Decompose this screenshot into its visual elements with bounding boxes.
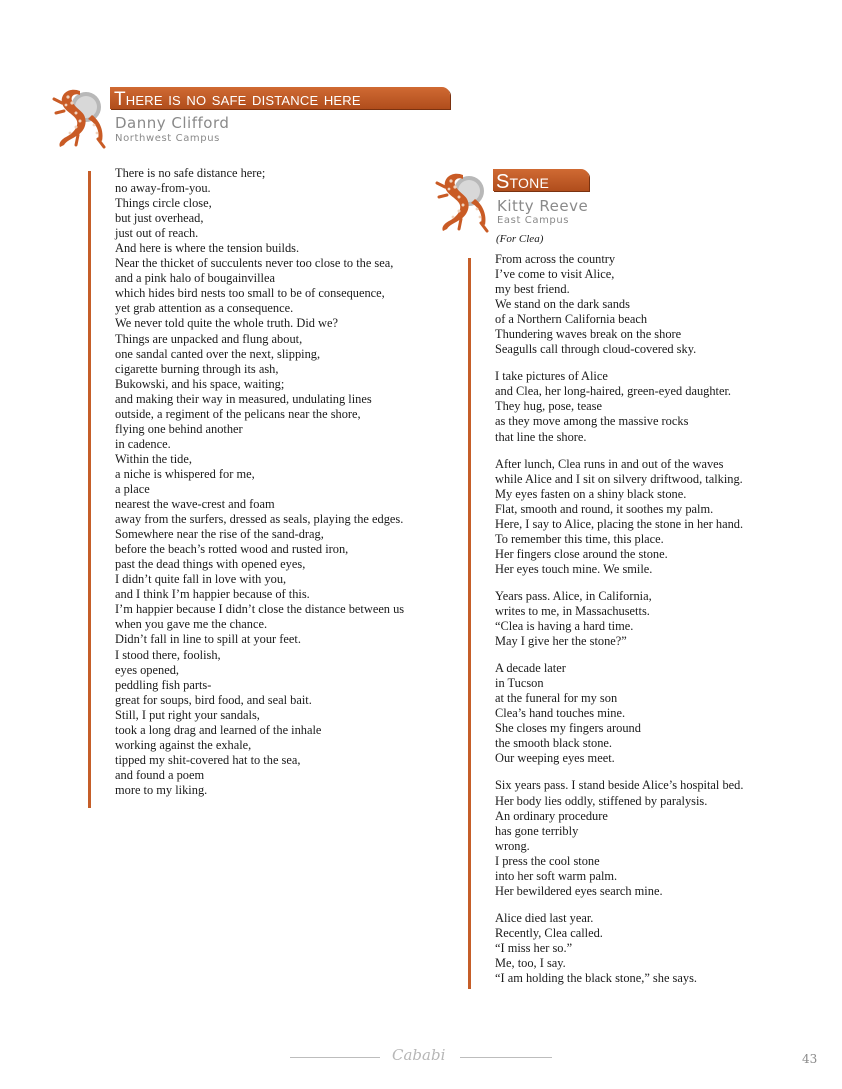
- poem-line: wrong.: [495, 838, 530, 853]
- poem-line: in cadence.: [115, 436, 171, 451]
- poem-line: past the dead things with opened eyes,: [115, 557, 306, 572]
- poem-line: peddling fish parts-: [115, 677, 212, 692]
- poem-line: the smooth black stone.: [495, 736, 613, 751]
- poem-line: of a Northern California beach: [495, 312, 648, 327]
- poem-line: in Tucson: [495, 676, 544, 691]
- poem-line: when you gave me the chance.: [115, 617, 268, 632]
- poem-line: My eyes fasten on a shiny black stone.: [495, 486, 687, 501]
- stanza-break: [495, 445, 743, 457]
- poem-line: cigarette burning through its ash,: [115, 361, 279, 376]
- poem-line: Six years pass. I stand beside Alice’s hospital bed.: [495, 778, 744, 793]
- poem-line: before the beach’s rotted wood and rusted iron,: [115, 542, 349, 557]
- poem-line: and found a poem: [115, 767, 205, 782]
- poem-line: “I am holding the black stone,” she says.: [495, 971, 697, 986]
- poem-line: Within the tide,: [115, 451, 192, 466]
- poem-title: Stone: [496, 171, 549, 193]
- poem-line: Our weeping eyes meet.: [495, 751, 615, 766]
- poem-line: Her bewildered eyes search mine.: [495, 883, 663, 898]
- poem-body: [115, 166, 404, 798]
- poem-accent-rule: [468, 258, 471, 989]
- poem-line: Things are unpacked and flung about,: [115, 331, 303, 346]
- poem-line: To remember this time, this place.: [495, 531, 664, 546]
- poem-line: but just overhead,: [115, 211, 204, 226]
- poem-line: and a pink halo of bougainvillea: [115, 271, 276, 286]
- poem-line: I stood there, foolish,: [115, 647, 221, 662]
- footer-divider: [290, 1057, 380, 1058]
- poem-line: Things circle close,: [115, 196, 212, 211]
- author-name: Danny Clifford: [115, 114, 230, 132]
- poem-line: And here is where the tension builds.: [115, 241, 300, 256]
- author-campus: Northwest Campus: [115, 133, 220, 144]
- poem-line: Clea’s hand touches mine.: [495, 706, 626, 721]
- stanza-break: [495, 577, 743, 589]
- poem-line: my best friend.: [495, 282, 570, 297]
- poem-line: Her body lies oddly, stiffened by paralysis.: [495, 793, 708, 808]
- poem-line: “Clea is having a hard time.: [495, 619, 634, 634]
- poem-line: as they move among the massive rocks: [495, 414, 689, 429]
- poem-line: I’m happier because I didn’t close the distance between us: [115, 602, 405, 617]
- poem-line: She closes my fingers around: [495, 721, 641, 736]
- poem-line: A decade later: [495, 661, 566, 676]
- poem-line: An ordinary procedure: [495, 808, 608, 823]
- poem-line: has gone terribly: [495, 823, 579, 838]
- poem-line: I take pictures of Alice: [495, 369, 608, 384]
- poem-line: Alice died last year.: [495, 910, 594, 925]
- poem-line: They hug, pose, tease: [495, 399, 603, 414]
- poem-line: while Alice and I sit on silvery driftwood, talking.: [495, 471, 743, 486]
- poem-line: Here, I say to Alice, placing the stone in her hand.: [495, 516, 744, 531]
- poem-line: flying one behind another: [115, 421, 243, 436]
- poem-line: Bukowski, and his space, waiting;: [115, 376, 285, 391]
- footer-divider: [460, 1057, 552, 1058]
- poem-line: took a long drag and learned of the inhale: [115, 722, 322, 737]
- poem-line: There is no safe distance here;: [115, 166, 266, 180]
- poem-line: May I give her the stone?”: [495, 634, 627, 649]
- poem-line: which hides bird nests too small to be of consequence,: [115, 286, 385, 301]
- poem-line: eyes opened,: [115, 662, 179, 677]
- poem-line: Seagulls call through cloud-covered sky.: [495, 342, 697, 357]
- poem-line: Still, I put right your sandals,: [115, 707, 260, 722]
- poem-dedication: (For Clea): [496, 233, 544, 245]
- lizard-logo-icon: [435, 167, 493, 235]
- poem-accent-rule: [88, 171, 91, 808]
- poem-body: [495, 252, 743, 986]
- poem-line: From across the country: [495, 252, 616, 266]
- author-name: Kitty Reeve: [497, 197, 589, 215]
- poem-line: “I miss her so.”: [495, 940, 573, 955]
- stanza-break: [495, 649, 743, 661]
- poem-line: I press the cool stone: [495, 853, 600, 868]
- poem-line: Recently, Clea called.: [495, 925, 603, 940]
- poem-line: into her soft warm palm.: [495, 868, 618, 883]
- poem-line: outside, a regiment of the pelicans near the shore,: [115, 406, 361, 421]
- poem-line: a niche is whispered for me,: [115, 466, 255, 481]
- poem-line: that line the shore.: [495, 429, 587, 444]
- poem-line: After lunch, Clea runs in and out of the waves: [495, 456, 724, 471]
- poem-line: a place: [115, 481, 150, 496]
- stanza-break: [495, 357, 743, 369]
- poem-line: I’ve come to visit Alice,: [495, 267, 615, 282]
- poem-line: writes to me, in Massachusetts.: [495, 603, 650, 618]
- poem-line: Her fingers close around the stone.: [495, 546, 668, 561]
- poem-line: no away-from-you.: [115, 181, 211, 196]
- poem-line: and I think I’m happier because of this.: [115, 587, 310, 602]
- poem-line: tipped my shit-covered hat to the sea,: [115, 752, 301, 767]
- poem-line: Near the thicket of succulents never too close to the sea,: [115, 256, 394, 271]
- poem-line: Flat, smooth and round, it soothes my palm.: [495, 501, 714, 516]
- poem-line: Her eyes touch mine. We smile.: [495, 561, 653, 576]
- page-number: 43: [802, 1052, 818, 1066]
- poem-line: Years pass. Alice, in California,: [495, 588, 652, 603]
- poem-line: nearest the wave-crest and foam: [115, 497, 275, 512]
- poem-line: I didn’t quite fall in love with you,: [115, 572, 287, 587]
- poem-line: Didn’t fall in line to spill at your feet.: [115, 632, 301, 647]
- poem-line: and making their way in measured, undulating lines: [115, 391, 372, 406]
- poem-line: and Clea, her long-haired, green-eyed daughter.: [495, 384, 732, 399]
- poem-line: one sandal canted over the next, slipping,: [115, 346, 321, 361]
- author-campus: East Campus: [497, 215, 570, 226]
- stanza-break: [495, 899, 743, 911]
- poem-line: We stand on the dark sands: [495, 297, 630, 312]
- lizard-logo-icon: [52, 83, 110, 151]
- poem-line: Somewhere near the rise of the sand-drag,: [115, 527, 324, 542]
- poem-line: working against the exhale,: [115, 737, 252, 752]
- poem-line: We never told quite the whole truth. Did we?: [115, 316, 339, 331]
- poem-line: away from the surfers, dressed as seals, playing the edges.: [115, 512, 404, 527]
- footer-brand: Cababi: [392, 1046, 446, 1064]
- stanza-break: [495, 766, 743, 778]
- poem-line: yet grab attention as a consequence.: [115, 301, 294, 316]
- poem-line: Me, too, I say.: [495, 955, 566, 970]
- poem-line: Thundering waves break on the shore: [495, 327, 682, 342]
- poem-line: at the funeral for my son: [495, 691, 618, 706]
- poem-title: There is no safe distance here: [114, 89, 361, 110]
- poem-line: more to my liking.: [115, 782, 208, 797]
- poem-line: great for soups, bird food, and seal bait.: [115, 692, 312, 707]
- poem-line: just out of reach.: [115, 226, 199, 241]
